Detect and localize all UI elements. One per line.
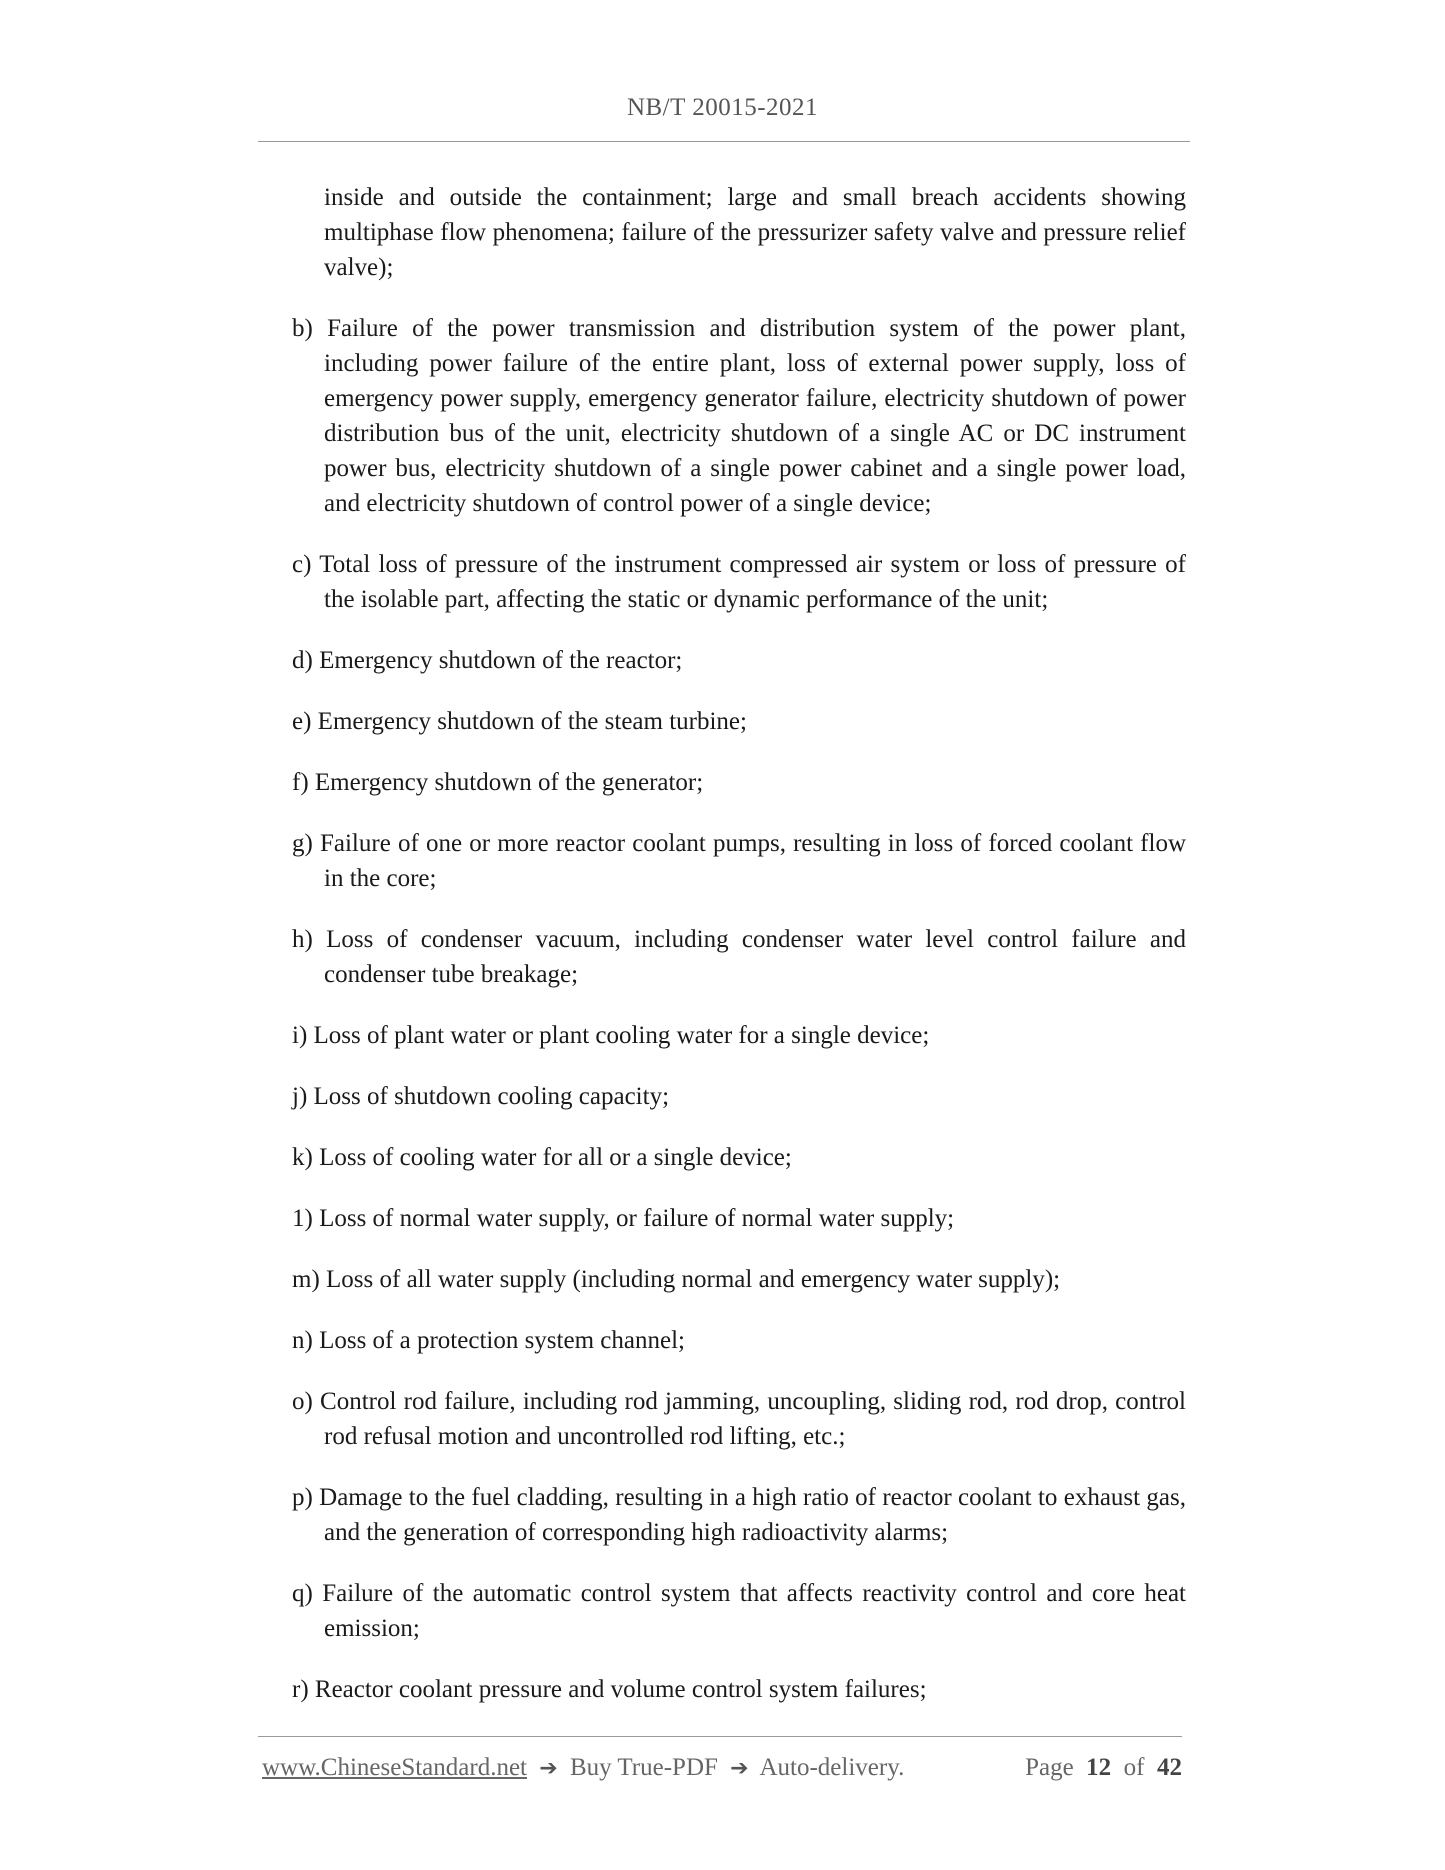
total-page-number: 42 (1157, 1754, 1182, 1781)
list-item-i: i) Loss of plant water or plant cooling water for a single device; (292, 1022, 930, 1049)
list-item-h: h) Loss of condenser vacuum, including condenser water level control failure and condenser tube breakage; (292, 926, 1186, 988)
page-label: Page (1025, 1754, 1074, 1781)
list-item-o: o) Control rod failure, including rod jamming, uncoupling, sliding rod, rod drop, control rod refusal motion and uncontrolled rod lifting, etc.; (292, 1388, 1186, 1450)
list-item-q: q) Failure of the automatic control system that affects reactivity control and core heat emission; (292, 1580, 1186, 1642)
header-divider (258, 141, 1190, 142)
list-item-r: r) Reactor coolant pressure and volume control system failures; (292, 1676, 927, 1703)
list-item-j: j) Loss of shutdown cooling capacity; (292, 1083, 670, 1110)
list-item-p: p) Damage to the fuel cladding, resulting in a high ratio of reactor coolant to exhaust gas, and the generation of corresponding high radioactivity alarms; (292, 1484, 1186, 1546)
website-link[interactable]: www.ChineseStandard.net (262, 1754, 527, 1781)
current-page-number: 12 (1086, 1754, 1112, 1781)
auto-delivery-text: Auto-delivery. (759, 1754, 905, 1781)
buy-true-pdf-text: Buy True-PDF (569, 1754, 718, 1781)
arrow-right-icon: ➔ (730, 1756, 749, 1781)
list-item-e: e) Emergency shutdown of the steam turbine; (292, 708, 747, 735)
footer-promo (262, 1754, 904, 1782)
document-body (292, 180, 1186, 1733)
list-item-continued: inside and outside the containment; large and small breach accidents showing multiphase flow phenomena; failure of the pressurizer safety valve and pressure relief valve); (324, 184, 1186, 281)
list-item-m: m) Loss of all water supply (including normal and emergency water supply); (292, 1266, 1061, 1293)
list-item-d: d) Emergency shutdown of the reactor; (292, 647, 683, 674)
page-indicator (1025, 1754, 1182, 1782)
page-of-label: of (1123, 1754, 1145, 1781)
list-item-k: k) Loss of cooling water for all or a single device; (292, 1144, 792, 1171)
footer-divider (258, 1736, 1182, 1737)
list-item-g: g) Failure of one or more reactor coolant pumps, resulting in loss of forced coolant flow in the core; (292, 830, 1186, 892)
list-item-l: 1) Loss of normal water supply, or failure of normal water supply; (292, 1205, 955, 1232)
list-item-f: f) Emergency shutdown of the generator; (292, 769, 704, 796)
arrow-right-icon: ➔ (539, 1756, 558, 1781)
list-item-c: c) Total loss of pressure of the instrument compressed air system or loss of pressure of the isolable part, affecting the static or dynamic performance of the unit; (292, 551, 1186, 613)
document-header-title: NB/T 20015-2021 (626, 94, 819, 121)
list-item-n: n) Loss of a protection system channel; (292, 1327, 685, 1354)
list-item-b: b) Failure of the power transmission and distribution system of the power plant, including power failure of the entire plant, loss of external power supply, loss of emergency power supply, emergency generator failure, electricity shutdown of power distribution bus of the unit, electricity shutdown of a single AC or DC instrument power bus, electricity shutdown of a single power cabinet and a single power load, and electricity shutdown of control power of a single device; (292, 315, 1186, 517)
